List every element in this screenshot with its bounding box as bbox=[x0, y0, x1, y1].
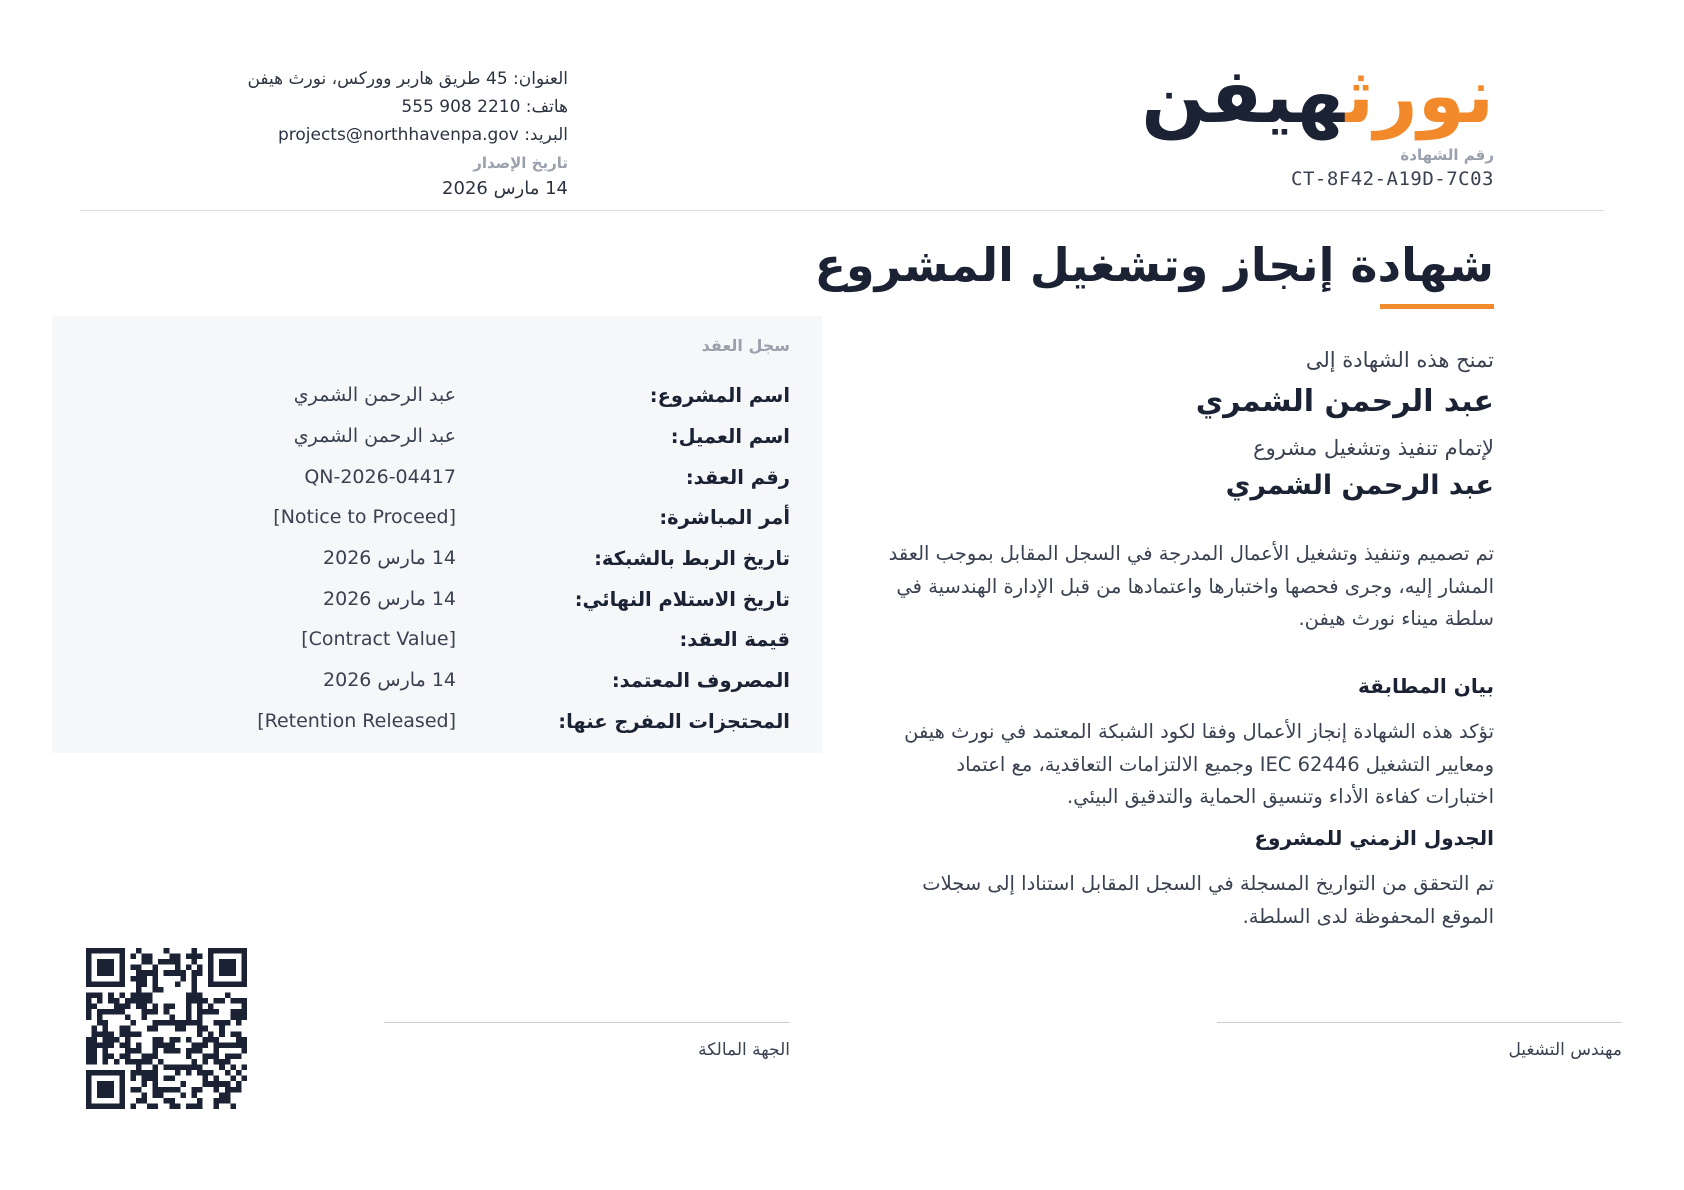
record-value: عبد الرحمن الشمري bbox=[293, 384, 456, 406]
address: العنوان: 45 طريق هاربر ووركس، نورث هيفن bbox=[247, 69, 568, 89]
phone: هاتف: 2210 908 555 bbox=[401, 97, 568, 117]
record-key: أمر المباشرة: bbox=[659, 506, 790, 529]
record-row bbox=[52, 506, 822, 546]
record-row bbox=[52, 384, 822, 424]
record-row bbox=[52, 466, 822, 506]
issue-date: 14 مارس 2026 bbox=[442, 178, 568, 199]
record-value: [Retention Released] bbox=[257, 710, 456, 732]
cert-number: CT-8F42-A19D-7C03 bbox=[1291, 168, 1494, 190]
record-value: [Contract Value] bbox=[301, 628, 456, 650]
owner-signature-label: الجهة المالكة bbox=[698, 1040, 790, 1060]
record-key: اسم العميل: bbox=[670, 425, 790, 448]
logo-part-1: نورث bbox=[1345, 51, 1494, 140]
title-underline bbox=[1380, 304, 1494, 309]
record-row bbox=[52, 425, 822, 465]
engineer-signature-line bbox=[1217, 1022, 1622, 1023]
record-row bbox=[52, 628, 822, 668]
record-value: 14 مارس 2026 bbox=[323, 669, 456, 691]
page-title: شهادة إنجاز وتشغيل المشروع bbox=[814, 238, 1494, 292]
record-key: المصروف المعتمد: bbox=[611, 669, 790, 692]
logo-part-2: هيفن bbox=[1141, 51, 1346, 140]
record-key: تاريخ الاستلام النهائي: bbox=[574, 588, 790, 611]
record-row bbox=[52, 588, 822, 628]
record-row bbox=[52, 710, 822, 750]
contract-record bbox=[52, 316, 822, 753]
record-key: المحتجزات المفرج عنها: bbox=[558, 710, 790, 733]
record-value: [Notice to Proceed] bbox=[273, 506, 456, 528]
record-key: تاريخ الربط بالشبكة: bbox=[594, 547, 790, 570]
granted-to-text: تمنح هذه الشهادة إلى bbox=[1305, 348, 1494, 372]
conformance-heading: بيان المطابقة bbox=[1357, 674, 1494, 698]
logo bbox=[1141, 51, 1494, 140]
record-row bbox=[52, 547, 822, 587]
email: البريد: projects@northhavenpa.gov bbox=[277, 125, 568, 145]
record-value: 14 مارس 2026 bbox=[323, 588, 456, 610]
record-title: سجل العقد bbox=[701, 336, 790, 355]
record-row bbox=[52, 669, 822, 709]
record-key: رقم العقد: bbox=[685, 466, 790, 489]
engineer-signature-label: مهندس التشغيل bbox=[1508, 1040, 1622, 1060]
qr-code-icon bbox=[86, 948, 247, 1109]
recipient-name: عبد الرحمن الشمري bbox=[1195, 384, 1494, 419]
timeline-heading: الجدول الزمني للمشروع bbox=[1254, 826, 1494, 850]
record-key: قيمة العقد: bbox=[679, 628, 790, 651]
intro-paragraph: تم تصميم وتنفيذ وتشغيل الأعمال المدرجة في السجل المقابل بموجب العقد المشار إليه، وجرى فحصها واختبارها واعتمادها من قبل الإدارة الهندسية في سلطة ميناء نورث هيفن. bbox=[888, 542, 1494, 630]
record-value: QN-2026-04417 bbox=[304, 466, 456, 488]
cert-number-label: رقم الشهادة bbox=[1400, 146, 1494, 164]
project-name: عبد الرحمن الشمري bbox=[1225, 470, 1494, 501]
timeline-paragraph: تم التحقق من التواريخ المسجلة في السجل المقابل استنادا إلى سجلات الموقع المحفوظة لدى السلطة. bbox=[922, 872, 1494, 928]
record-key: اسم المشروع: bbox=[649, 384, 790, 407]
record-value: 14 مارس 2026 bbox=[323, 547, 456, 569]
for-text: لإتمام تنفيذ وتشغيل مشروع bbox=[1253, 436, 1494, 460]
owner-signature-line bbox=[384, 1022, 790, 1023]
header-divider bbox=[80, 210, 1604, 211]
issue-date-label: تاريخ الإصدار bbox=[473, 154, 568, 172]
record-value: عبد الرحمن الشمري bbox=[293, 425, 456, 447]
conformance-paragraph: تؤكد هذه الشهادة إنجاز الأعمال وفقا لكود الشبكة المعتمد في نورث هيفن ومعايير التشغيل IEC 62446 وجميع الالتزامات التعاقدية، مع اعتماد اختبارات كفاءة الأداء وتنسيق الحماية والتدقيق البيئي. bbox=[904, 720, 1494, 808]
contact-block bbox=[108, 65, 568, 203]
